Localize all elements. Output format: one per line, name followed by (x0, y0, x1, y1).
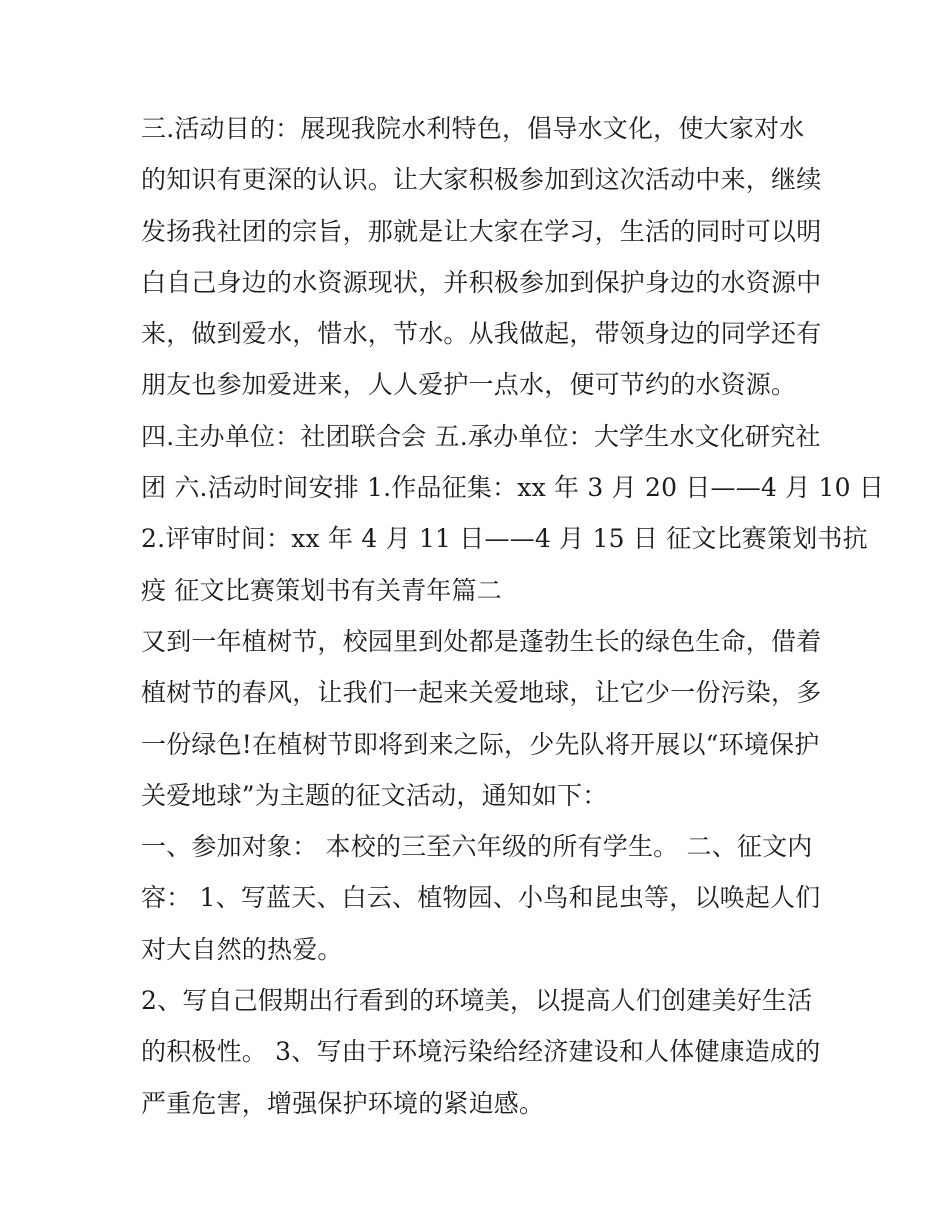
text-line: 来，做到爱水，惜水，节水。从我做起，带领身边的同学还有 (141, 319, 822, 349)
text-line: 疫 征文比赛策划书有关青年篇二 (141, 575, 502, 605)
text-line: 对大自然的热爱。 (141, 934, 343, 964)
text-line: 又到一年植树节，校园里到处都是蓬勃生长的绿色生命，借着 (141, 626, 822, 656)
text-line: 关爱地球”为主题的征文活动，通知如下： (141, 780, 608, 810)
text-line: 的知识有更深的认识。让大家积极参加到这次活动中来，继续 (141, 165, 822, 195)
text-line: 严重危害，增强保护环境的紧迫感。 (141, 1088, 545, 1118)
document-body (141, 103, 885, 1129)
text-line: 一份绿色!在植树节即将到来之际，少先队将开展以“环境保护 (141, 729, 820, 759)
text-line: 朋友也参加爱进来，人人爱护一点水，便可节约的水资源。 (141, 370, 797, 400)
text-line: 白自己身边的水资源现状，并积极参加到保护身边的水资源中 (141, 267, 822, 297)
text-line: 2.评审时间：xx 年 4 月 11 日——4 月 15 日 征文比赛策划书抗 (141, 524, 868, 554)
text-line: 2、写自己假期出行看到的环境美，以提高人们创建美好生活 (141, 986, 813, 1016)
text-line: 团 六.活动时间安排 1.作品征集：xx 年 3 月 20 日——4 月 10 日 (141, 473, 885, 503)
text-line: 一、参加对象： 本校的三至六年级的所有学生。 二、征文内 (141, 832, 813, 862)
text-line: 三.活动目的：展现我院水利特色，倡导水文化，使大家对水 (141, 114, 805, 143)
text-line: 四.主办单位：社团联合会 五.承办单位：大学生水文化研究社 (141, 421, 821, 451)
text-line: 植树节的春风，让我们一起来关爱地球，让它少一份污染，多 (141, 678, 822, 708)
text-line: 的积极性。 3、写由于环境污染给经济建设和人体健康造成的 (141, 1037, 821, 1067)
text-line: 容： 1、写蓝天、白云、植物园、小鸟和昆虫等，以唤起人们 (141, 883, 821, 913)
text-line: 发扬我社团的宗旨，那就是让大家在学习，生活的同时可以明 (141, 216, 822, 246)
